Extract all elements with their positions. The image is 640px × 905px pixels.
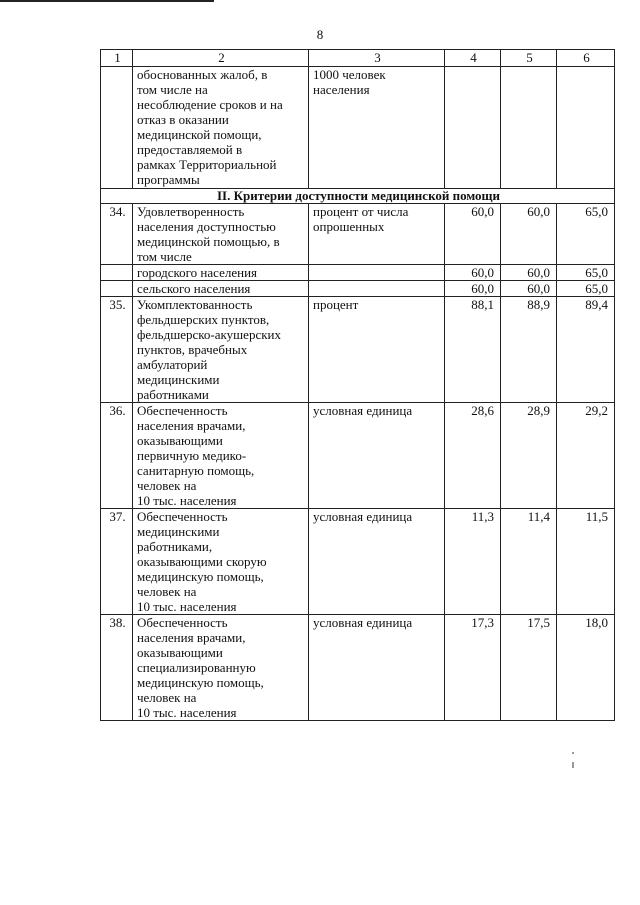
indicator-text: Обеспеченность медицинскими работниками, оказывающими скорую медицинскую помощь, человек на 10 тыс. населения (133, 509, 309, 615)
row-number (101, 281, 133, 297)
table-row (101, 297, 615, 403)
row-number: 34. (101, 204, 133, 265)
indicator-text: сельского населения (133, 281, 309, 297)
value-cell (557, 67, 615, 189)
column-header: 6 (557, 50, 615, 67)
row-number: 36. (101, 403, 133, 509)
column-header: 5 (501, 50, 557, 67)
column-header: 3 (309, 50, 445, 67)
value-cell: 60,0 (501, 281, 557, 297)
row-number: 38. (101, 615, 133, 721)
value-cell: 17,5 (501, 615, 557, 721)
value-cell (445, 67, 501, 189)
table-row (101, 204, 615, 265)
value-cell: 11,3 (445, 509, 501, 615)
value-cell: 65,0 (557, 265, 615, 281)
row-number (101, 67, 133, 189)
table-row (101, 281, 615, 297)
indicator-text: Удовлетворенность населения доступностью медицинской помощью, в том числе (133, 204, 309, 265)
indicator-text: городского населения (133, 265, 309, 281)
indicator-text: Укомплектованность фельдшерских пунктов, фельдшерско-акушерских пунктов, врачебных амбулаторий медицинскими работниками (133, 297, 309, 403)
value-cell: 89,4 (557, 297, 615, 403)
value-cell (501, 67, 557, 189)
table-row (101, 615, 615, 721)
value-cell: 60,0 (445, 204, 501, 265)
value-cell: 11,4 (501, 509, 557, 615)
value-cell: 60,0 (445, 265, 501, 281)
column-header: 4 (445, 50, 501, 67)
unit-text: условная единица (309, 615, 445, 721)
value-cell: 29,2 (557, 403, 615, 509)
unit-text: условная единица (309, 509, 445, 615)
value-cell: 60,0 (501, 204, 557, 265)
value-cell: 60,0 (445, 281, 501, 297)
value-cell: 17,3 (445, 615, 501, 721)
value-cell: 60,0 (501, 265, 557, 281)
table-row (101, 67, 615, 189)
value-cell: 28,9 (501, 403, 557, 509)
table-row (101, 403, 615, 509)
section-row (101, 189, 615, 204)
page-number: 8 (316, 27, 324, 42)
column-header: 2 (133, 50, 309, 67)
value-cell: 18,0 (557, 615, 615, 721)
table-row (101, 509, 615, 615)
row-number (101, 265, 133, 281)
row-number: 35. (101, 297, 133, 403)
scan-speck (572, 762, 574, 768)
column-header: 1 (101, 50, 133, 67)
unit-text: процент от числа опрошенных (309, 204, 445, 265)
header-row (101, 50, 615, 67)
table-row (101, 265, 615, 281)
section-title: II. Критерии доступности медицинской помощи (101, 189, 615, 204)
unit-text (309, 265, 445, 281)
value-cell: 65,0 (557, 204, 615, 265)
value-cell: 88,1 (445, 297, 501, 403)
value-cell: 28,6 (445, 403, 501, 509)
indicator-text: обоснованных жалоб, в том числе на несоблюдение сроков и на отказ в оказании медицинской помощи, предоставляемой в рамках Территориальной программы (133, 67, 309, 189)
scan-speck (572, 752, 574, 754)
value-cell: 11,5 (557, 509, 615, 615)
criteria-table (100, 49, 615, 721)
value-cell: 88,9 (501, 297, 557, 403)
indicator-text: Обеспеченность населения врачами, оказывающими специализированную медицинскую помощь, человек на 10 тыс. населения (133, 615, 309, 721)
unit-text (309, 281, 445, 297)
unit-text: процент (309, 297, 445, 403)
row-number: 37. (101, 509, 133, 615)
unit-text: 1000 человек населения (309, 67, 445, 189)
unit-text: условная единица (309, 403, 445, 509)
value-cell: 65,0 (557, 281, 615, 297)
top-rule (0, 0, 214, 2)
indicator-text: Обеспеченность населения врачами, оказывающими первичную медико- санитарную помощь, человек на 10 тыс. населения (133, 403, 309, 509)
